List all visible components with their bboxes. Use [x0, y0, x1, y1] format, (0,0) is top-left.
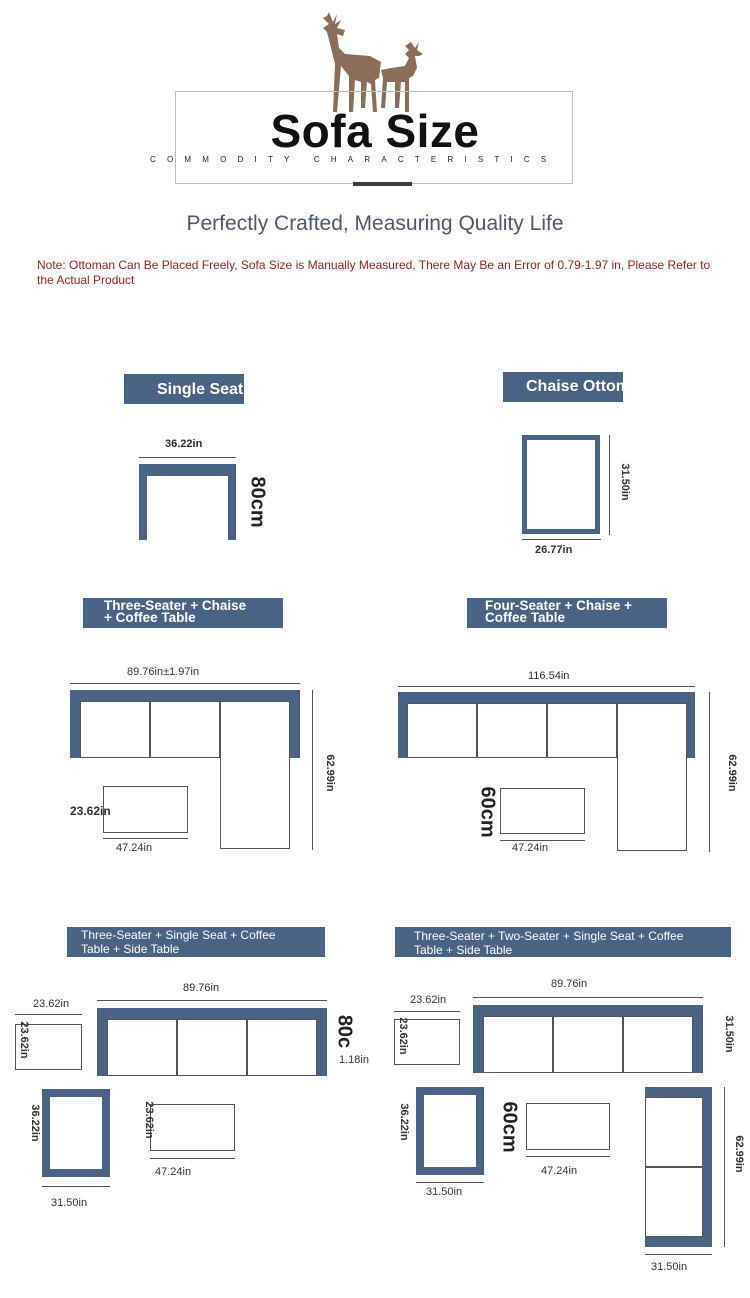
chaise-ottoman-width: 26.77in: [535, 544, 573, 556]
four-chaise-table-depth: 60cm: [476, 786, 499, 838]
three-two-single-two-depth: 62.99in: [733, 1135, 745, 1173]
three-single-cushion-1: [107, 1019, 177, 1076]
four-chaise-cushion-1: [407, 703, 477, 758]
three-single-single-seat-back: [102, 1089, 110, 1177]
three-single-cushion-2: [177, 1019, 247, 1076]
three-single-table-width: 47.24in: [155, 1166, 192, 1178]
four-chaise-table-width: 47.24in: [512, 842, 549, 854]
three-single-sofa-depth-in: 1.18in: [339, 1054, 369, 1066]
three-two-single-two-width: 31.50in: [651, 1261, 688, 1273]
page-title: Sofa Size: [270, 105, 480, 157]
single-seat-shape: [139, 464, 236, 540]
measurement-note: Note: Ottoman Can Be Placed Freely, Sofa Size is Manually Measured, There May Be an Error of 0.79-1.97 in, Please Refer to the Actual Product: [37, 258, 711, 287]
three-single-table-width-line: [150, 1158, 235, 1159]
three-two-single-two-depth-line: [724, 1087, 725, 1247]
three-chaise-table-width: 47.24in: [116, 842, 153, 854]
four-chaise-table-width-line: [500, 840, 585, 841]
three-two-single-two-seater-cushion-2: [645, 1167, 703, 1237]
three-chaise-chaise: [220, 701, 290, 849]
chaise-ottoman-depth-line: [609, 435, 610, 535]
three-single-side-width: 23.62in: [33, 998, 70, 1010]
chaise-ottoman-depth: 31.50in: [619, 463, 631, 501]
three-two-single-two-width-line: [645, 1254, 712, 1255]
four-chaise-label: [467, 598, 667, 628]
three-chaise-width: 89.76in±1.97in: [127, 666, 200, 678]
four-chaise-coffee-table: [500, 788, 585, 834]
single-seat-width-line: [139, 457, 236, 458]
three-two-single-coffee-table: [526, 1103, 610, 1150]
three-two-single-table-width: 47.24in: [541, 1165, 578, 1177]
three-two-single-cushion-2: [553, 1016, 623, 1073]
three-chaise-cushion-2: [150, 701, 220, 758]
three-chaise-depth: 62.99in: [324, 754, 336, 792]
four-chaise-width-line: [398, 686, 695, 687]
three-single-sofa-depth-cm: 80c: [333, 1014, 356, 1049]
three-two-single-seat-width: 31.50in: [426, 1186, 463, 1198]
single-seat-label-text: Single Seat: [157, 381, 244, 398]
three-chaise-table-depth: 23.62in: [70, 804, 111, 818]
four-chaise-depth: 62.99in: [726, 754, 738, 792]
three-single-side-depth: 23.62in: [18, 1021, 30, 1059]
three-two-single-side-width: 23.62in: [410, 994, 447, 1006]
three-single-coffee-table: [150, 1104, 235, 1151]
three-two-single-cushion-1: [483, 1016, 553, 1073]
three-chaise-depth-line: [312, 690, 313, 850]
three-two-single-single-seat-back: [476, 1087, 484, 1175]
three-single-seat-depth: 36.22in: [29, 1104, 41, 1142]
three-chaise-cushion-1: [80, 701, 150, 758]
chaise-ottoman-label-text: Chaise Ottoman: [526, 378, 649, 395]
three-single-table-depth: 23.62in: [143, 1101, 155, 1139]
three-two-single-label-line1: Three-Seater + Two-Seater + Single Seat + Coffee: [414, 929, 684, 943]
three-single-seat-width: 31.50in: [51, 1197, 88, 1209]
header-divider: [353, 182, 412, 186]
three-single-sofa-width-line: [97, 1000, 327, 1001]
four-chaise-chaise: [617, 703, 687, 851]
chaise-ottoman-width-line: [522, 539, 601, 540]
four-chaise-cushion-3: [547, 703, 617, 758]
three-two-single-cushion-3: [623, 1016, 693, 1073]
three-single-cushion-3: [247, 1019, 317, 1076]
four-chaise-depth-line: [709, 692, 710, 852]
three-chaise-width-line: [70, 683, 300, 684]
three-single-label: [67, 927, 325, 957]
three-two-single-label: [395, 927, 731, 957]
three-single-label-line1: Three-Seater + Single Seat + Coffee: [81, 928, 276, 942]
page-subtitle: COMMODITY CHARACTERISTICS: [150, 155, 558, 164]
four-chaise-label-line2: Coffee Table: [485, 610, 566, 625]
single-seat-label: [124, 374, 244, 404]
three-two-single-single-seat: [416, 1087, 484, 1175]
three-chaise-label-line1: Three-Seater + Chaise: [104, 598, 247, 613]
three-single-single-seat: [42, 1089, 110, 1177]
three-single-label-line2: Table + Side Table: [81, 942, 180, 956]
three-single-seat-width-line: [42, 1186, 110, 1187]
tagline: Perfectly Crafted, Measuring Quality Life: [186, 212, 564, 235]
three-two-single-seat-depth: 36.22in: [398, 1103, 410, 1141]
three-chaise-coffee-table: [103, 786, 188, 833]
three-two-single-sofa-width: 89.76in: [551, 978, 588, 990]
three-chaise-label-line2: + Coffee Table: [104, 610, 196, 625]
three-single-sofa-width: 89.76in: [183, 982, 220, 994]
three-two-single-table-depth: 60cm: [498, 1101, 521, 1153]
four-chaise-width: 116.54in: [528, 670, 570, 682]
three-two-single-seat-width-line: [416, 1182, 484, 1183]
chaise-ottoman-shape: [522, 435, 600, 534]
three-two-single-sofa-depth: 31.50in: [723, 1015, 735, 1053]
four-chaise-label-line1: Four-Seater + Chaise +: [485, 598, 633, 613]
three-two-single-two-seater-cushion-1: [645, 1097, 703, 1167]
three-two-single-table-width-line: [526, 1156, 610, 1157]
three-two-single-side-depth: 23.62in: [397, 1017, 409, 1055]
chaise-ottoman-label: [503, 372, 649, 402]
three-chaise-table-width-line: [103, 838, 188, 839]
single-seat-width: 36.22in: [165, 438, 203, 450]
three-two-single-sofa-width-line: [473, 997, 703, 998]
single-seat-depth: 80cm: [246, 476, 269, 528]
four-chaise-cushion-2: [477, 703, 547, 758]
three-two-single-label-line2: Table + Side Table: [414, 943, 513, 957]
three-chaise-label: [83, 598, 283, 628]
